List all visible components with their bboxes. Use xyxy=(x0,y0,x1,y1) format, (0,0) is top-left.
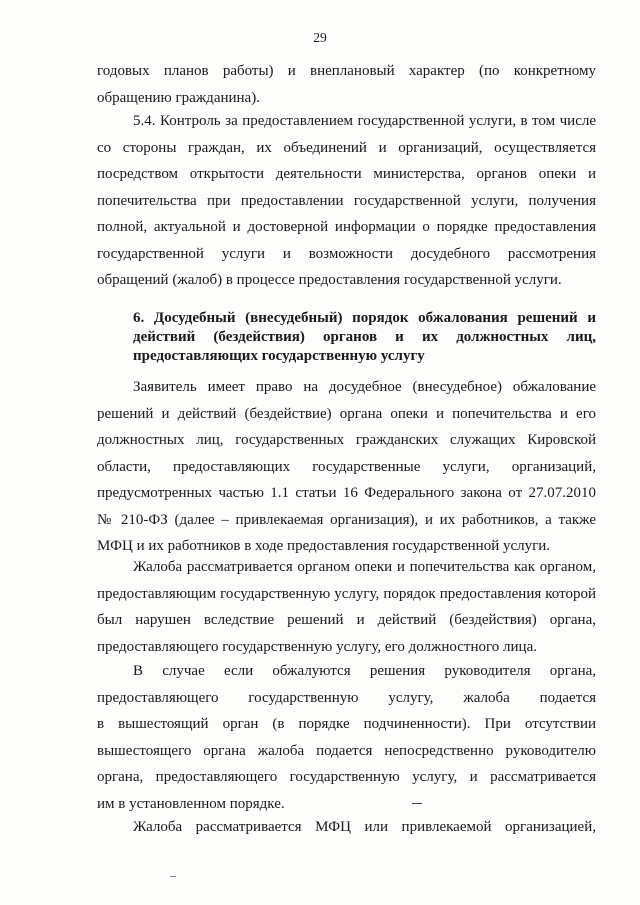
text-line: предоставляющего государственную услугу, его должностного лица. xyxy=(97,638,537,655)
page-number: 29 xyxy=(313,30,327,45)
paragraph-5-4 xyxy=(97,108,596,294)
text-line: Заявитель имеет право на досудебное (внесудебное) обжалование xyxy=(133,379,596,395)
text-line: области, предоставляющих государственные услуги, организаций, xyxy=(97,458,596,475)
text-line: 5.4. Контроль за предоставлением государственной услуги, в том числе xyxy=(133,113,596,129)
text-line: им в установленном порядке. xyxy=(97,795,285,812)
text-line: решений и действий (бездействие) органа опеки и попечительства и его xyxy=(97,405,596,422)
text-line: в вышестоящий орган (в порядке подчиненности). При отсутствии xyxy=(97,716,596,732)
paragraph-complaint-head xyxy=(97,658,596,817)
heading-line: действий (бездействия) органов и их должностных лиц, xyxy=(133,329,596,345)
text-line: должностных лиц, государственных гражданских служащих Кировской xyxy=(97,432,596,448)
paragraph-applicant-rights xyxy=(97,374,596,560)
text-line: Жалоба рассматривается органом опеки и попечительства как органом, xyxy=(133,559,596,575)
text-line: со стороны граждан, их объединений и организаций, осуществляется xyxy=(97,139,596,156)
text-line: органа, предоставляющего государственную услугу, и рассматривается xyxy=(97,769,596,785)
text-line: государственной услуги и возможности досудебного рассмотрения xyxy=(97,245,596,262)
paragraph-continuation xyxy=(97,58,596,111)
scan-mark xyxy=(170,876,176,877)
heading-line: предоставляющих государственную услугу xyxy=(133,348,425,364)
text-line: полной, актуальной и достоверной информации о порядке предоставления xyxy=(97,219,596,235)
text-line: МФЦ и их работников в ходе предоставления государственной услуги. xyxy=(97,538,551,554)
paragraph-complaint-authority xyxy=(97,554,596,660)
text-line: В случае если обжалуются решения руководителя органа, xyxy=(133,663,596,679)
text-line: обращению гражданина). xyxy=(97,89,260,106)
paragraph-complaint-mfc xyxy=(97,814,596,841)
text-line: предусмотренных частью 1.1 статьи 16 Федерального закона от 27.07.2010 xyxy=(97,485,596,501)
scan-mark xyxy=(412,803,422,804)
text-line: Жалоба рассматривается МФЦ или привлекаемой организацией, xyxy=(133,819,596,835)
text-line: посредством открытости деятельности министерства, органов опеки и xyxy=(97,166,596,182)
text-line: предоставляющего государственную услугу, жалоба подается xyxy=(97,689,596,706)
section-heading xyxy=(133,309,596,366)
text-line: был нарушен вследствие решений и действий (бездействия) органа, xyxy=(97,612,596,628)
text-line: № 210-ФЗ (далее – привлекаемая организация), и их работников, а также xyxy=(97,511,596,528)
heading-line: 6. Досудебный (внесудебный) порядок обжалования решений и xyxy=(133,310,596,326)
text-line: обращений (жалоб) в процессе предоставления государственной услуги. xyxy=(97,272,562,288)
text-line: вышестоящего органа жалоба подается непосредственно руководителю xyxy=(97,742,596,759)
text-line: попечительства при предоставлении государственной услуги, получения xyxy=(97,192,596,209)
text-line: предоставляющим государственную услугу, порядок предоставления которой xyxy=(97,585,596,602)
text-line: годовых планов работы) и внеплановый характер (по конкретному xyxy=(97,63,596,79)
